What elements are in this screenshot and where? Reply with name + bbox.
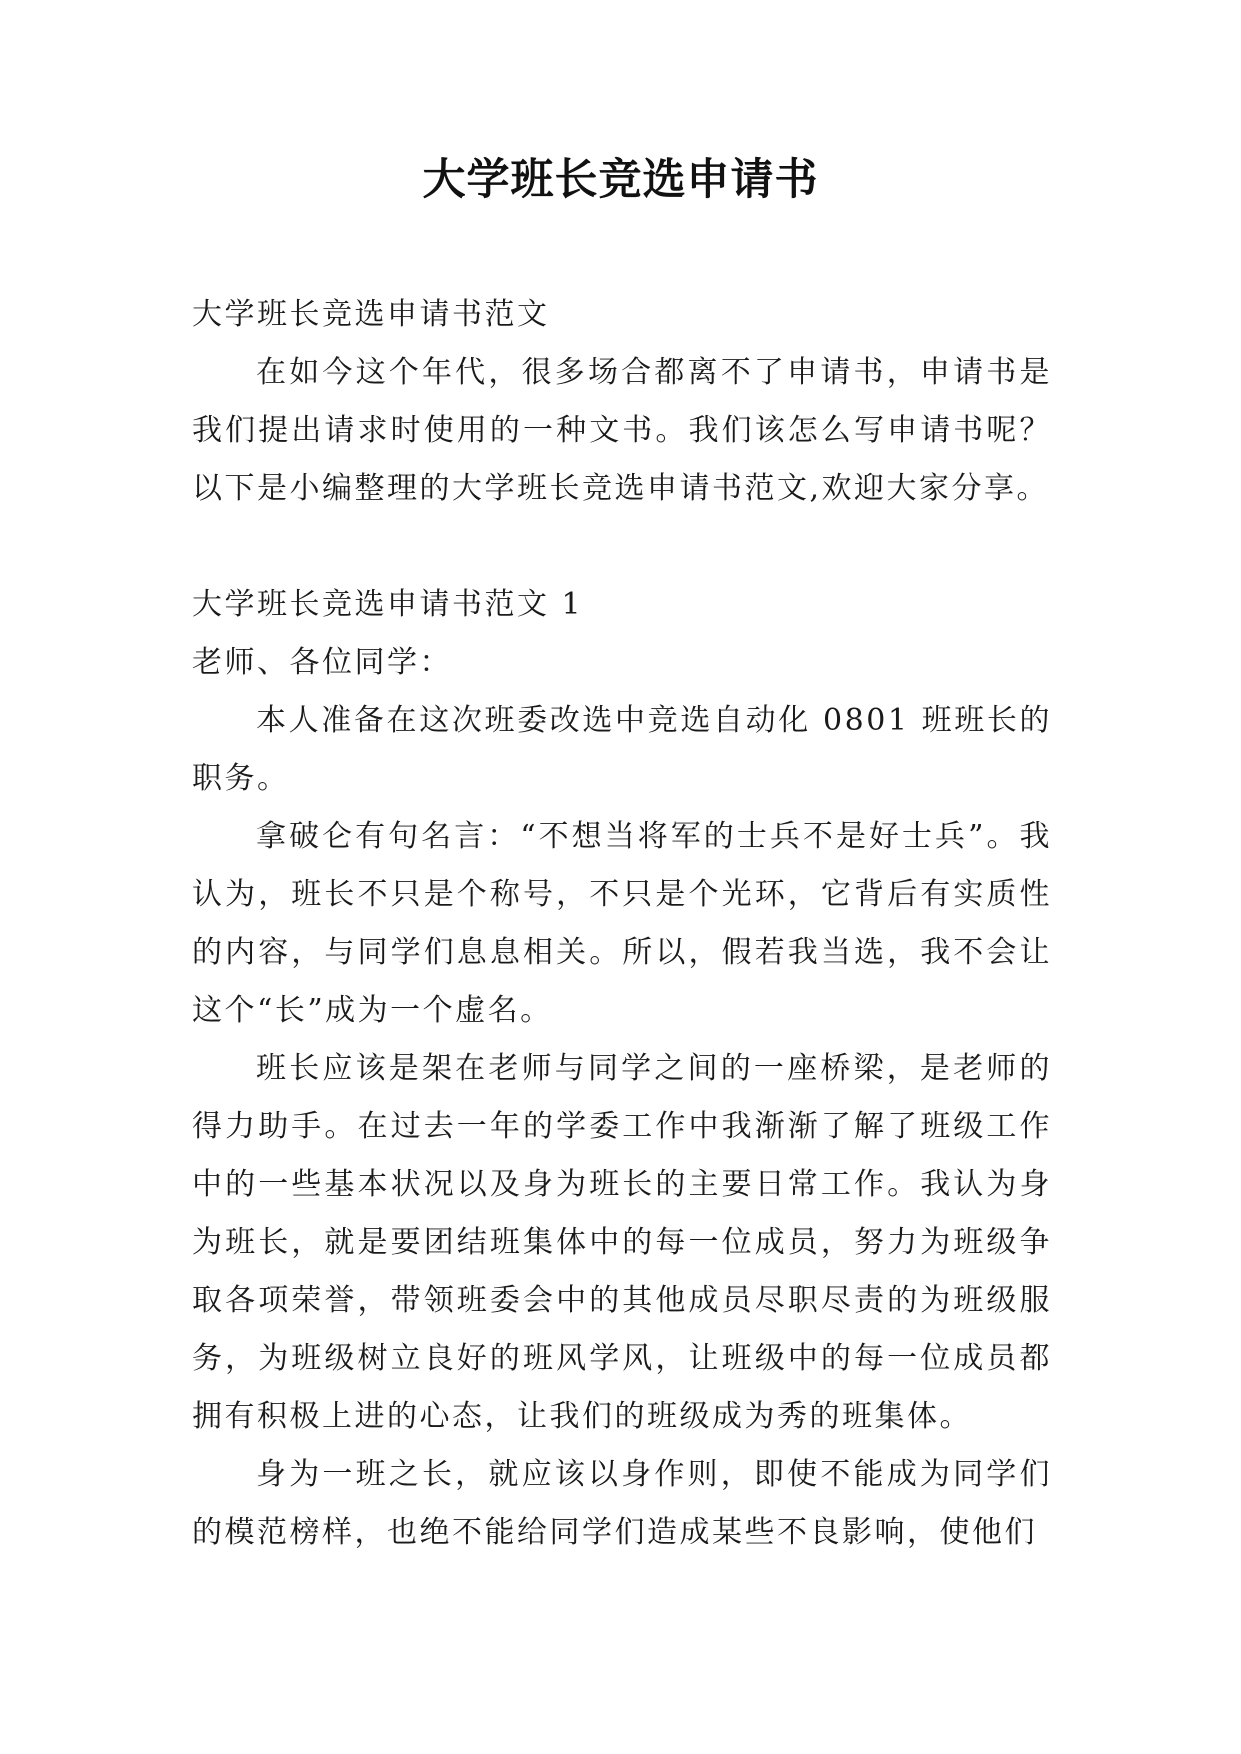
document-body (192, 286, 1052, 1562)
body-paragraph: 身为一班之长，就应该以身作则，即使不能成为同学们的模范榜样，也绝不能给同学们造成某些不良影响，使他们 (192, 1457, 1052, 1550)
sample-heading: 大学班长竞选申请书范文 1 (192, 587, 584, 622)
blank-line (192, 518, 1052, 576)
document-title: 大学班长竞选申请书 (422, 155, 819, 205)
salutation: 老师、各位同学： (192, 645, 452, 680)
body-paragraph: 本人准备在这次班委改选中竞选自动化 0801 班班长的职务。 (192, 703, 1052, 796)
body-paragraph: 拿破仑有句名言：“不想当将军的士兵不是好士兵”。我认为，班长不只是个称号，不只是个光环，它背后有实质性的内容，与同学们息息相关。所以，假若我当选，我不会让这个“长”成为一个虚名。 (192, 819, 1052, 1028)
body-paragraph: 班长应该是架在老师与同学之间的一座桥梁，是老师的得力助手。在过去一年的学委工作中我渐渐了解了班级工作中的一些基本状况以及身为班长的主要日常工作。我认为身为班长，就是要团结班集体中的每一位成员，努力为班级争取各项荣誉，带领班委会中的其他成员尽职尽责的为班级服务，为班级树立良好的班风学风，让班级中的每一位成员都拥有积极上进的心态，让我们的班级成为秀的班集体。 (192, 1051, 1052, 1434)
intro-paragraph: 在如今这个年代，很多场合都离不了申请书，申请书是我们提出请求时使用的一种文书。我们该怎么写申请书呢？以下是小编整理的大学班长竞选申请书范文,欢迎大家分享。 (192, 355, 1052, 506)
section-heading: 大学班长竞选申请书范文 (192, 297, 550, 332)
